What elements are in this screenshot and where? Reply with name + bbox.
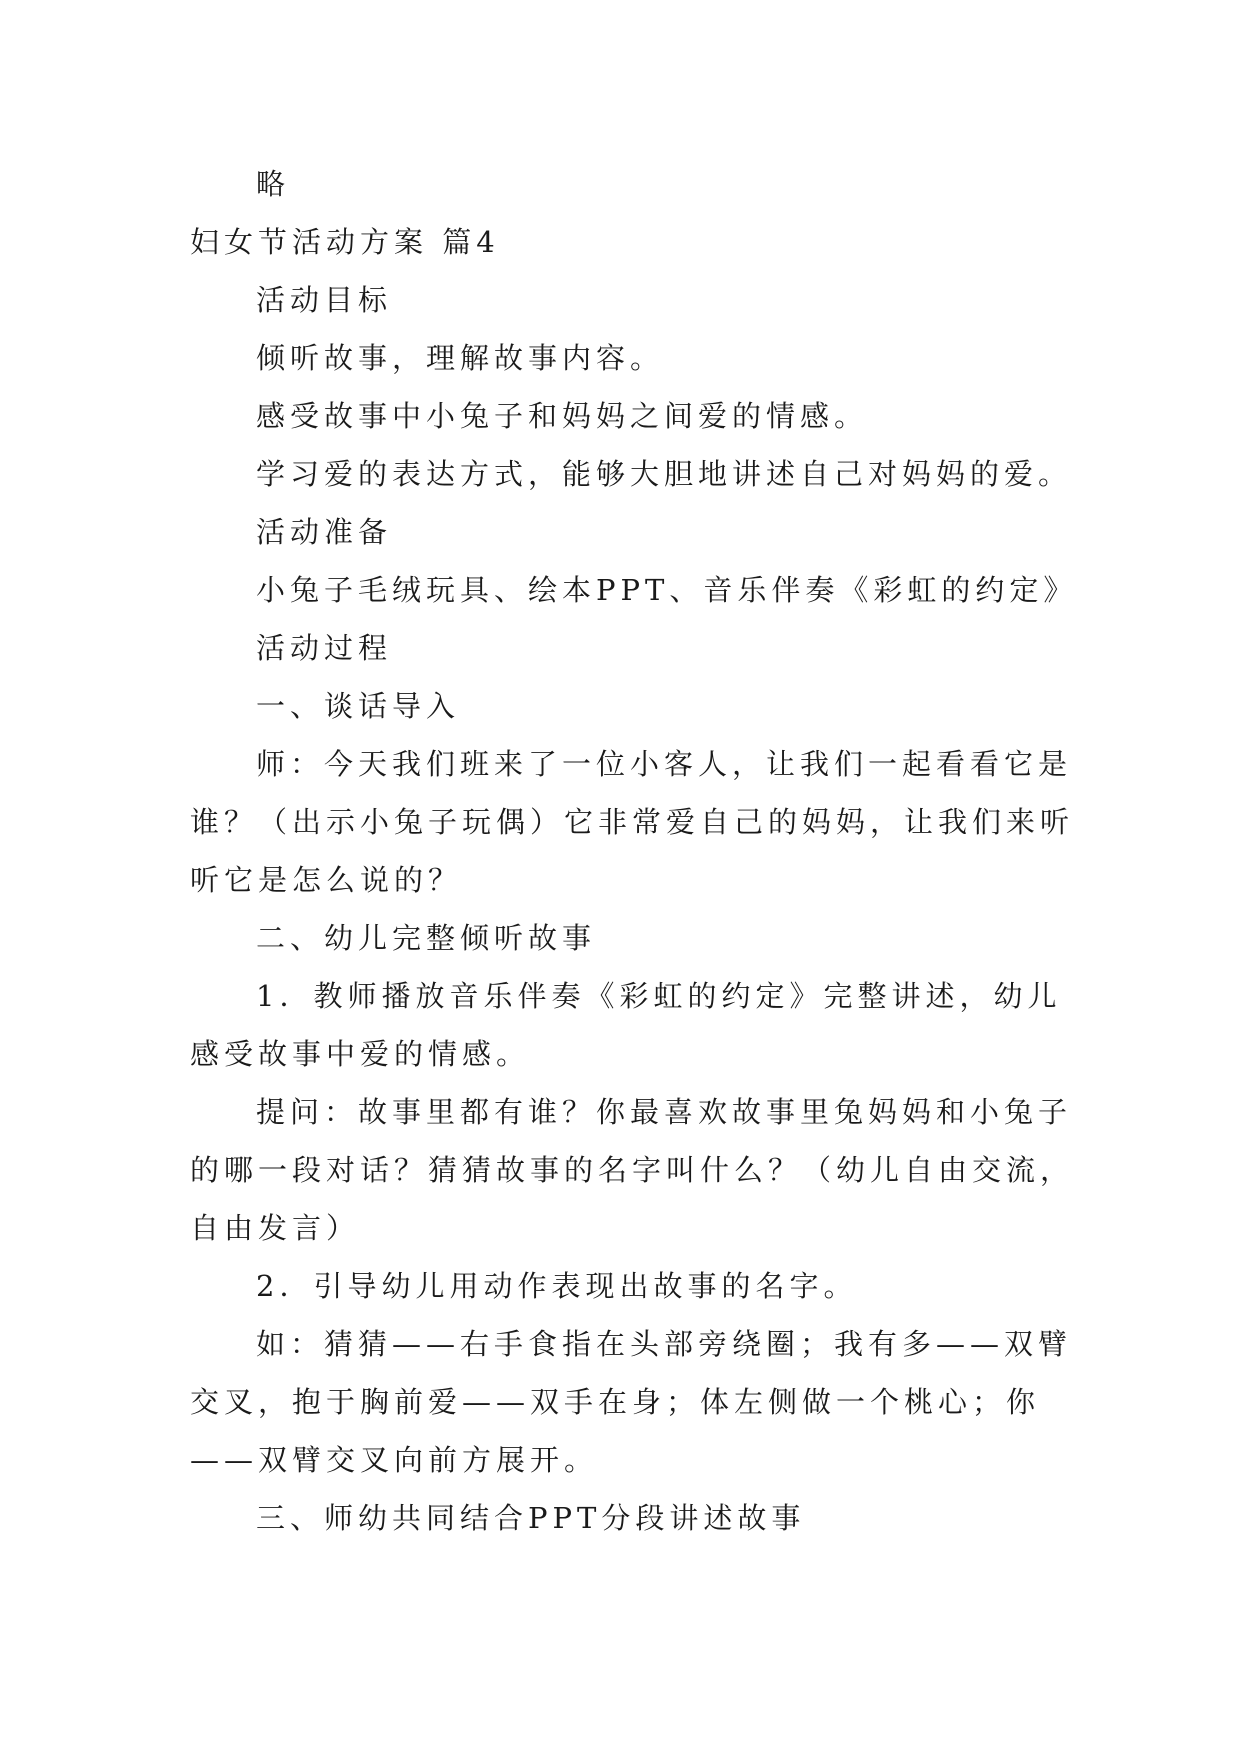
text-line-15: 1．教师播放音乐伴奏《彩虹的约定》完整讲述，幼儿 xyxy=(256,979,1062,1013)
text-line-23: ——双臂交叉向前方展开。 xyxy=(190,1443,599,1477)
text-line-18: 的哪一段对话？猜猜故事的名字叫什么？（幼儿自由交流， xyxy=(190,1153,1075,1187)
text-line-22: 交叉，抱于胸前爱——双手在身；体左侧做一个桃心；你 xyxy=(190,1385,1041,1419)
text-line-20: 2．引导幼儿用动作表现出故事的名字。 xyxy=(256,1269,858,1303)
text-line-6: 学习爱的表达方式，能够大胆地讲述自己对妈妈的爱。 xyxy=(256,457,1073,491)
text-line-5: 感受故事中小兔子和妈妈之间爱的情感。 xyxy=(256,399,869,433)
text-line-19: 自由发言） xyxy=(190,1211,361,1245)
text-line-16: 感受故事中爱的情感。 xyxy=(190,1037,531,1071)
text-line-17: 提问：故事里都有谁？你最喜欢故事里兔妈妈和小兔子 xyxy=(256,1095,1073,1129)
text-line-24: 三、师幼共同结合PPT分段讲述故事 xyxy=(256,1501,806,1535)
text-line-4: 倾听故事，理解故事内容。 xyxy=(256,341,665,375)
text-line-13: 听它是怎么说的？ xyxy=(190,863,463,897)
section-heading: 妇女节活动方案 篇4 xyxy=(190,225,500,259)
text-line-12: 谁？（出示小兔子玩偶）它非常爱自己的妈妈，让我们来听 xyxy=(190,805,1075,839)
subheading-process: 活动过程 xyxy=(256,631,393,665)
text-line-1: 略 xyxy=(256,167,291,201)
subheading-goals: 活动目标 xyxy=(256,283,393,317)
text-line-11: 师：今天我们班来了一位小客人，让我们一起看看它是 xyxy=(256,747,1073,781)
subheading-preparation: 活动准备 xyxy=(256,515,393,549)
text-line-14: 二、幼儿完整倾听故事 xyxy=(256,921,597,955)
text-line-8: 小兔子毛绒玩具、绘本PPT、音乐伴奏《彩虹的约定》 xyxy=(256,573,1078,607)
text-line-10: 一、谈话导入 xyxy=(256,689,461,723)
text-line-21: 如：猜猜——右手食指在头部旁绕圈；我有多——双臂 xyxy=(256,1327,1073,1361)
